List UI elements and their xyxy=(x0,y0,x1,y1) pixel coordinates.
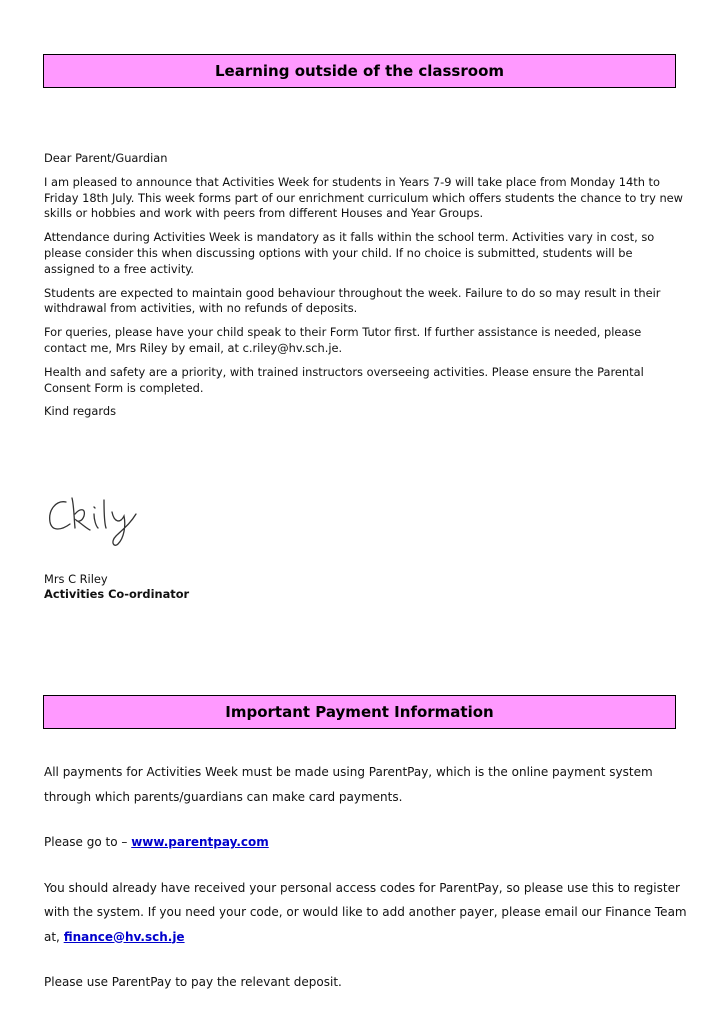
letter-paragraph: Health and safety are a priority, with trained instructors overseeing activities. Please ensure the Parental Consent Form is completed. xyxy=(44,364,644,395)
payment-info xyxy=(44,760,694,1016)
payment-codes xyxy=(44,876,694,950)
finance-email-link[interactable]: finance@hv.sch.je xyxy=(63,929,185,944)
section-heading-text: Important Payment Information xyxy=(225,703,494,721)
payment-deposit: Please use ParentPay to pay the relevant deposit. xyxy=(44,975,342,989)
payment-goto xyxy=(44,830,694,855)
handwritten-signature xyxy=(44,490,154,550)
section-heading-learning xyxy=(43,54,676,88)
payment-intro: All payments for Activities Week must be made using ParentPay, which is the online payment system through which parents/guardians can make card payments. xyxy=(44,765,653,804)
letter-paragraph: Attendance during Activities Week is mandatory as it falls within the school term. Activities vary in cost, so please consider this when discussing options with your child. If no choice is submitted, students will be assigned to a free activity. xyxy=(44,230,655,276)
section-heading-text: Learning outside of the classroom xyxy=(214,62,504,80)
letter-body xyxy=(44,151,684,428)
letter-paragraph: Students are expected to maintain good behaviour throughout the week. Failure to do so may result in their withdrawal from activities, with no refunds of deposits. xyxy=(44,285,661,316)
codes-text: You should already have received your personal access codes for ParentPay, so please use this to register with the system. If you need your code, or would like to add another payer, please email our Finance Team at, xyxy=(44,880,687,944)
sender-title: Activities Co-ordinator xyxy=(44,587,190,601)
parentpay-link[interactable]: www.parentpay.com xyxy=(131,835,269,849)
letter-paragraph: I am pleased to announce that Activities Week for students in Years 7-9 will take place from Monday 14th to Friday 18th July. This week forms part of our enrichment curriculum which offers students the chance to try new skills or hobbies and work with peers from different Houses and Year Groups. xyxy=(44,174,683,221)
letter-paragraph: For queries, please have your child speak to their Form Tutor first. If further assistance is needed, please contact me, Mrs Riley by email, at c.riley@hv.sch.je. xyxy=(44,325,642,355)
letter-greeting: Dear Parent/Guardian xyxy=(44,151,168,165)
sender-name: Mrs C Riley xyxy=(44,572,108,586)
goto-prefix: Please go to – xyxy=(44,835,132,849)
letter-closing: Kind regards xyxy=(44,404,117,419)
section-heading-payment xyxy=(43,695,676,729)
